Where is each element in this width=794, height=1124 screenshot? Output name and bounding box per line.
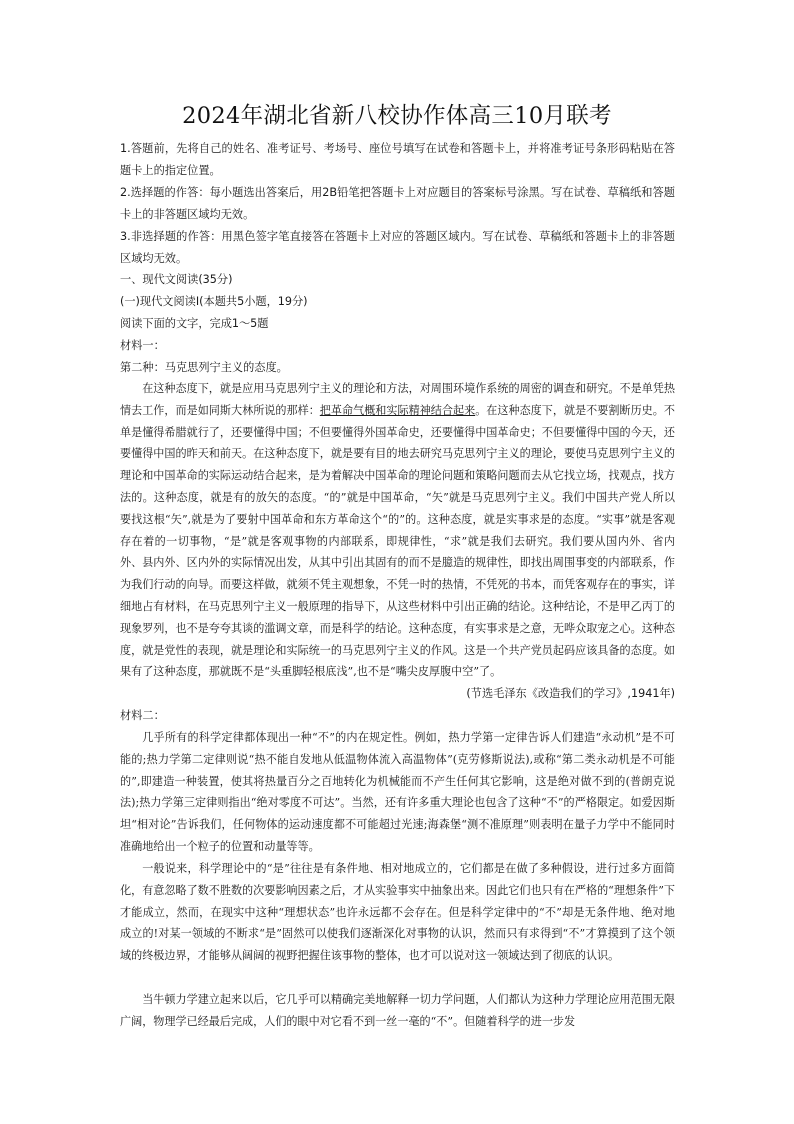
material-1-subheading: 第二种：马克思列宁主义的态度。 [120, 361, 288, 374]
paragraph-text: 。在这种态度下，就是不要割断历史。不单是懂得希腊就行了，还要懂得中国；不但要懂得外国革命史，还要懂得中国革命史；不但要懂得中国的今天，还要懂得中国的昨天和前天。在这种态度下，就是要有目的地去研究马克思列宁主义的理论，要使马克思列宁主义的理论和中国革命的实际运动结合起来，是为着解决中国革命的理论问题和策略问题而去从它找立场，找观点，找方法的。这种态度，就是有的放矢的态度。“的”就是中国革命，“矢”就是马克思列宁主义。我们中国共产党人所以要找这根“矢”,就是为了要射中国革命和东方革命这个“的”的。这种态度，就是实事求是的态度。“实事”就是客观存在着的一切事物，“是”就是客观事物的内部联系，即规律性，“求”就是我们去研究。我们要从国内外、省内外、县内外、区内外的实际情况出发，从其中引出其固有的而不是臆造的规律性，即找出周围事变的内部联系，作为我们行动的向导。而要这样做，就须不凭主观想象，不凭一时的热情，不凭死的书本，而凭客观存在的事实，详细地占有材料，在马克思列宁主义一般原理的指导下，从这些材料中引出正确的结论。这种结论，不是甲乙丙丁的现象罗列，也不是夸夸其谈的滥调文章，而是科学的结论。这种态度，有实事求是之意，无哗众取宠之心。这种态度，就是党性的表现，就是理论和实际统一的马克思列宁主义的作风。这是一个共产党员起码应该具备的态度。如果有了这种态度，那就既不是“头重脚轻根底浅”,也不是“嘴尖皮厚腹中空”了。 [120, 403, 675, 679]
material-1-paragraph [120, 378, 675, 683]
material-1-attribution: (节选毛泽东《改造我们的学习》,1941年) [466, 687, 675, 700]
reading-prompt: 阅读下面的文字，完成1～5题 [120, 317, 269, 330]
subsection-heading: (一)现代文阅读I(本题共5小题，19分) [120, 295, 308, 308]
instruction-3: 3.非选择题的作答：用黑色签字笔直接答在答题卡上对应的答题区域内。写在试卷、草稿纸和答题卡上的非答题区域均无效。 [120, 230, 675, 265]
material-2-paragraph-3: 当牛顿力学建立起来以后，它几乎可以精确完美地解释一切力学问题，人们都认为这种力学理论应用范围无限广阔，物理学已经最后完成，人们的眼中对它看不到一丝一毫的“不”。但随着科学的进一步发 [120, 993, 675, 1028]
underlined-phrase: 把革命气概和实际精神结合起来 [319, 403, 476, 417]
instruction-2: 2.选择题的作答：每小题选出答案后，用2B铅笔把答题卡上对应题目的答案标号涂黑。写在试卷、草稿纸和答题卡上的非答题区域均无效。 [120, 186, 675, 221]
material-1-label: 材料一： [120, 339, 165, 352]
instruction-1: 1.答题前，先将自己的姓名、准考证号、考场号、座位号填写在试卷和答题卡上，并将准考证号条形码粘贴在答题卡上的指定位置。 [120, 142, 675, 177]
material-2-paragraph-2: 一般说来，科学理论中的“是”往往是有条件地、相对地成立的，它们都是在做了多种假设，进行过多方面简化，有意忽略了数不胜数的次要影响因素之后，才从实验事实中抽象出来。因此它们也只有在严格的“理想条件”下才能成立，然而，在现实中这种“理想状态”也许永远都不会存在。但是科学定律中的“不”却是无条件地、绝对地成立的!对某一领域的不断求“是”固然可以使我们逐渐深化对事物的认识，然而只有求得到“不”才算摸到了这个领域的终极边界，才能够从阔阔的视野把握住该事物的整体，也才可以说对这一领域达到了彻底的认识。 [120, 862, 675, 963]
material-2-paragraph-1: 几乎所有的科学定律都体现出一种“不”的内在规定性。例如，热力学第一定律告诉人们建造“永动机”是不可能的;热力学第二定律则说“热不能自发地从低温物体流入高温物体”(克劳修斯说法),或称“第二类永动机是不可能的”,即建造一种装置，使其将热量百分之百地转化为机械能而不产生任何其它影响，这是绝对做不到的(普朗克说法);热力学第三定律则指出“绝对零度不可达”。当然，还有许多重大理论也包含了这种“不”的严格限定。如爱因斯坦“相对论”告诉我们，任何物体的运动速度都不可能超过光速;海森堡“测不准原理”则表明在量子力学中不能同时准确地给出一个粒子的位置和动量等等。 [120, 731, 675, 853]
material-2-label: 材料二： [120, 709, 165, 722]
paragraph-text: 在这种态度下，就是应用马克思列宁主义的理论和方法，对周围环境作系统的周密的调查和研究。不是单凭热情去工作，而是如同斯大林所说的那样： [120, 382, 675, 417]
exam-title: 2024年湖北省新八校协作体高三10月联考 [182, 103, 612, 129]
section-heading: 一、现代文阅读(35分) [120, 273, 233, 286]
